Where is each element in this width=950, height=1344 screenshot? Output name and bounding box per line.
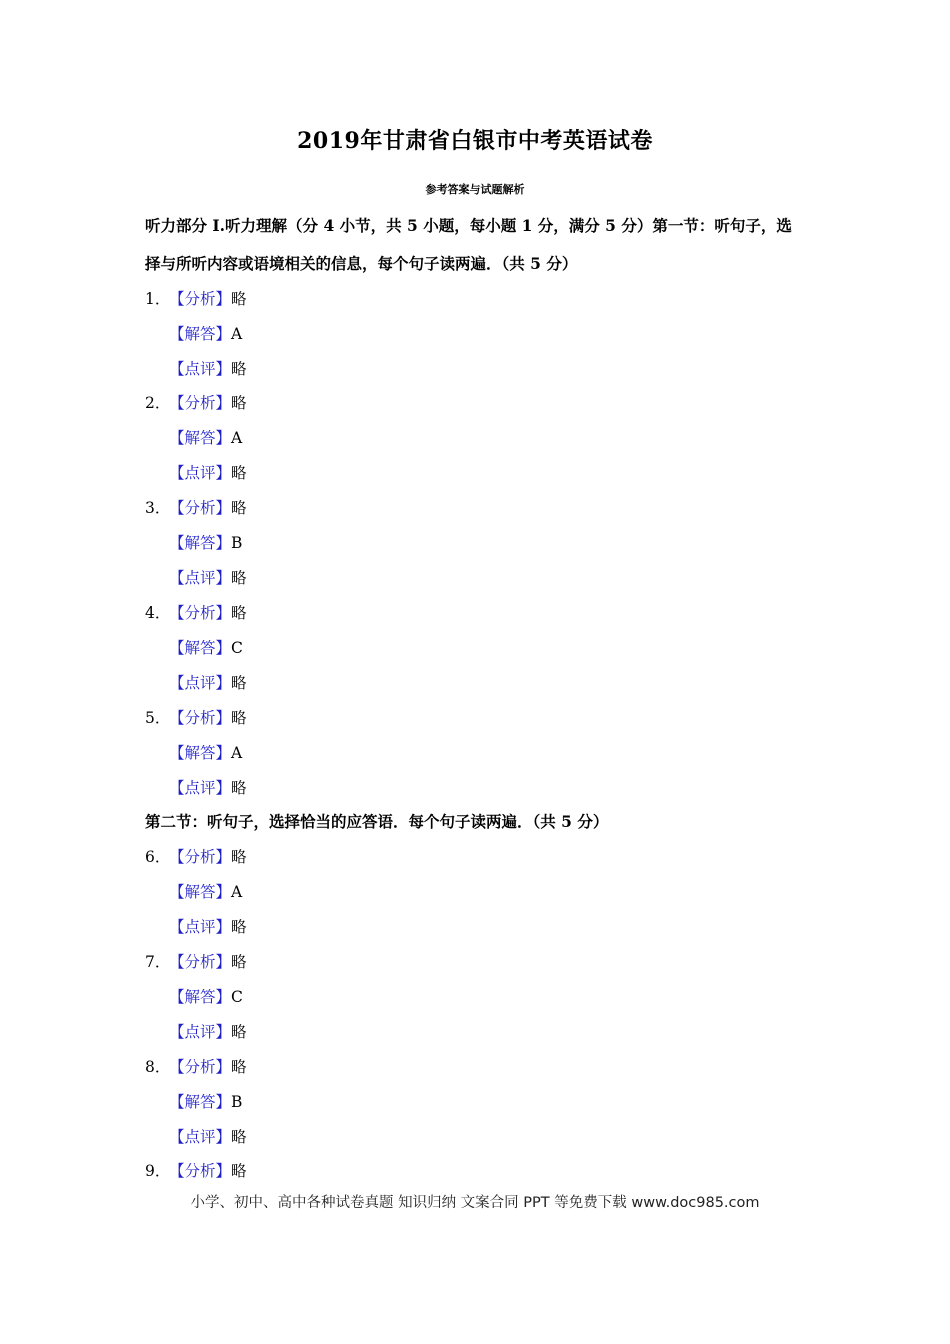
comment-value: 略 (231, 674, 247, 692)
question-6-analysis (145, 845, 247, 867)
analysis-value: 略 (231, 394, 247, 412)
question-7-comment (169, 1020, 247, 1042)
question-3-comment (169, 566, 247, 588)
section1-heading-line2: 择与所听内容或语境相关的信息，每个句子读两遍．（共 5 分） (145, 254, 578, 273)
comment-label: 【点评】 (169, 360, 232, 378)
answer-label: 【解答】 (169, 639, 232, 657)
answer-value: A (231, 744, 243, 762)
answer-value: A (231, 883, 243, 901)
comment-label: 【点评】 (169, 779, 232, 797)
question-7-analysis (145, 950, 247, 972)
question-1-analysis (145, 287, 247, 309)
analysis-label: 【分析】 (169, 1058, 232, 1076)
analysis-value: 略 (231, 604, 247, 622)
comment-value: 略 (231, 779, 247, 797)
analysis-label: 【分析】 (169, 953, 232, 971)
answer-value: B (231, 1093, 243, 1111)
analysis-value: 略 (231, 1162, 247, 1180)
page-footer: 小学、初中、高中各种试卷真题 知识归纳 文案合同 PPT 等免费下载 www.doc985.com (190, 1195, 760, 1211)
comment-label: 【点评】 (169, 1128, 232, 1146)
question-4-analysis (145, 601, 247, 623)
comment-label: 【点评】 (169, 464, 232, 482)
question-5-comment (169, 776, 247, 798)
analysis-label: 【分析】 (169, 604, 232, 622)
question-3-analysis (145, 496, 247, 518)
question-1-comment (169, 357, 247, 379)
answer-label: 【解答】 (169, 429, 232, 447)
answer-value: A (231, 325, 243, 343)
question-number: 5． (145, 709, 171, 727)
question-2-comment (169, 461, 247, 483)
comment-value: 略 (231, 1128, 247, 1146)
analysis-label: 【分析】 (169, 1162, 232, 1180)
analysis-value: 略 (231, 290, 247, 308)
question-5-analysis (145, 706, 247, 728)
answer-value: C (231, 988, 243, 1006)
question-6-comment (169, 915, 247, 937)
comment-value: 略 (231, 569, 247, 587)
answer-label: 【解答】 (169, 325, 232, 343)
question-2-answer (169, 426, 242, 448)
document-subtitle: 参考答案与试题解析 (425, 183, 525, 196)
question-number: 9． (145, 1162, 171, 1180)
question-8-comment (169, 1125, 247, 1147)
analysis-label: 【分析】 (169, 290, 232, 308)
comment-value: 略 (231, 918, 247, 936)
analysis-label: 【分析】 (169, 499, 232, 517)
question-number: 3． (145, 499, 171, 517)
analysis-value: 略 (231, 499, 247, 517)
analysis-label: 【分析】 (169, 394, 232, 412)
question-7-answer (169, 985, 243, 1007)
question-8-answer (169, 1090, 242, 1112)
answer-label: 【解答】 (169, 1093, 232, 1111)
answer-label: 【解答】 (169, 883, 232, 901)
question-number: 1． (145, 290, 171, 308)
analysis-value: 略 (231, 1058, 247, 1076)
question-3-answer (169, 531, 242, 553)
analysis-value: 略 (231, 709, 247, 727)
question-number: 7． (145, 953, 171, 971)
question-number: 2． (145, 394, 171, 412)
analysis-label: 【分析】 (169, 848, 232, 866)
document-title: 2019年甘肃省白银市中考英语试卷 (297, 128, 653, 154)
answer-value: B (231, 534, 243, 552)
comment-label: 【点评】 (169, 569, 232, 587)
comment-label: 【点评】 (169, 1023, 232, 1041)
comment-value: 略 (231, 1023, 247, 1041)
section1-heading-line1: 听力部分 I.听力理解（分 4 小节，共 5 小题，每小题 1 分，满分 5 分）第一节：听句子，选 (145, 216, 792, 235)
question-2-analysis (145, 391, 247, 413)
section2-heading: 第二节：听句子，选择恰当的应答语．每个句子读两遍．（共 5 分） (145, 812, 609, 831)
question-5-answer (169, 741, 242, 763)
question-6-answer (169, 880, 242, 902)
answer-value: C (231, 639, 243, 657)
question-number: 8． (145, 1058, 171, 1076)
analysis-value: 略 (231, 848, 247, 866)
question-8-analysis (145, 1055, 247, 1077)
question-4-answer (169, 636, 243, 658)
comment-label: 【点评】 (169, 674, 232, 692)
question-number: 4． (145, 604, 171, 622)
comment-value: 略 (231, 464, 247, 482)
answer-label: 【解答】 (169, 988, 232, 1006)
answer-label: 【解答】 (169, 744, 232, 762)
answer-label: 【解答】 (169, 534, 232, 552)
question-9-analysis (145, 1159, 247, 1181)
analysis-label: 【分析】 (169, 709, 232, 727)
answer-value: A (231, 429, 243, 447)
comment-label: 【点评】 (169, 918, 232, 936)
analysis-value: 略 (231, 953, 247, 971)
comment-value: 略 (231, 360, 247, 378)
question-number: 6． (145, 848, 171, 866)
question-4-comment (169, 671, 247, 693)
question-1-answer (169, 322, 242, 344)
